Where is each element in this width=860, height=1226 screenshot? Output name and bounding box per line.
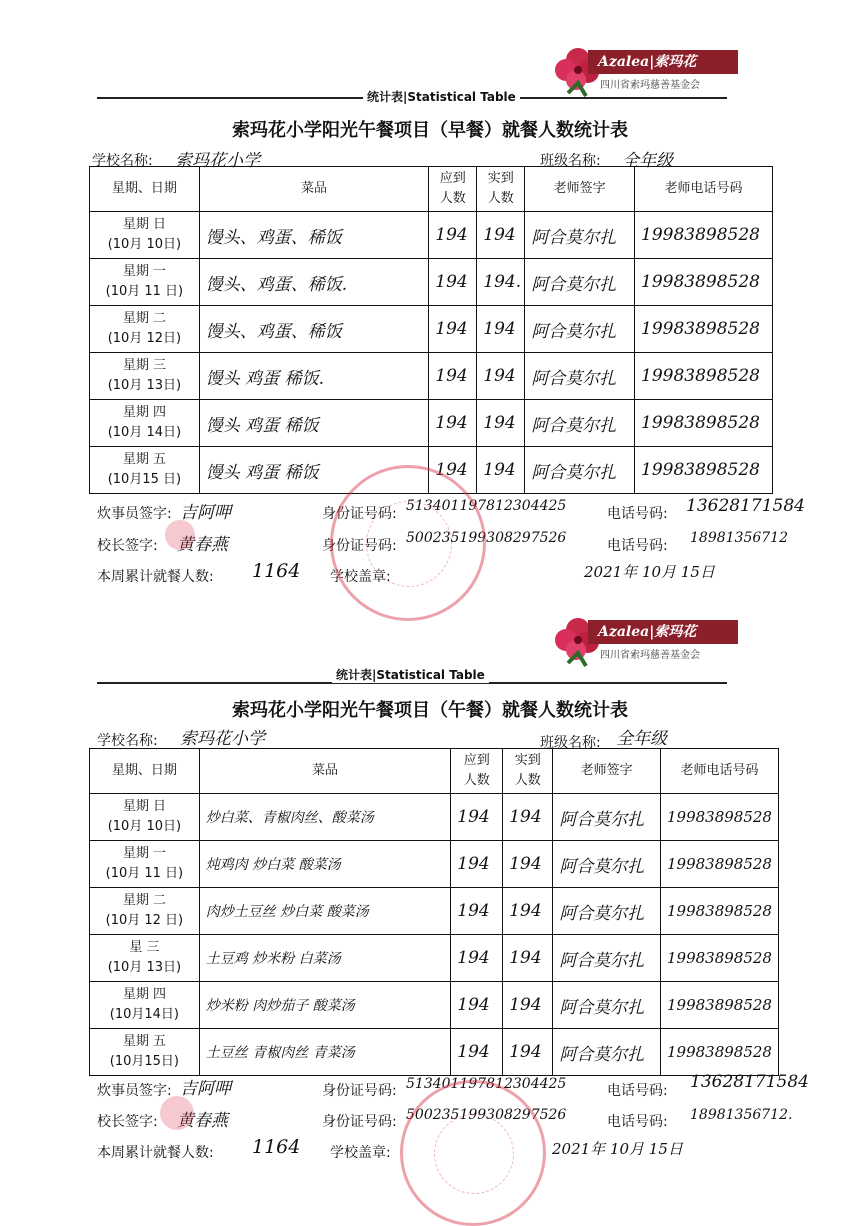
table-row xyxy=(90,353,773,400)
header-teacher: 老师签字 xyxy=(525,167,635,212)
page-title: 索玛花小学阳光午餐项目（早餐）就餐人数统计表 xyxy=(232,120,628,141)
cook-label: 炊事员签字: xyxy=(97,1083,172,1099)
dish-cell: 馒头 鸡蛋 稀饭. xyxy=(199,353,429,400)
logo-bar: Azalea|索玛花 xyxy=(588,620,738,644)
dish-cell: 馒头 鸡蛋 稀饭 xyxy=(199,447,429,494)
day-cell: 星期 日 (10月 10日) xyxy=(90,794,200,841)
teacher-phone: 19983898528 xyxy=(660,841,778,888)
table-header-row xyxy=(90,749,779,794)
principal-id-label: 身份证号码: xyxy=(322,538,397,554)
teacher-signature: 阿合莫尔扎 xyxy=(525,212,635,259)
principal-id-label: 身份证号码: xyxy=(322,1114,397,1130)
dish-cell: 土豆鸡 炒米粉 白菜汤 xyxy=(199,935,450,982)
header-dish: 菜品 xyxy=(199,167,429,212)
principal-seal-mark xyxy=(165,520,195,550)
dish-cell: 炖鸡肉 炒白菜 酸菜汤 xyxy=(199,841,450,888)
table-row xyxy=(90,306,773,353)
foundation-name: 四川省索玛慈善基金会 xyxy=(600,80,700,91)
principal-signature: 黄春燕 xyxy=(177,1111,228,1131)
school-label: 学校名称: xyxy=(92,153,153,169)
header-expected: 应到 人数 xyxy=(429,167,477,212)
principal-signature: 黄春燕 xyxy=(177,535,228,555)
dish-cell: 馒头、鸡蛋、稀饭. xyxy=(199,259,429,306)
expected-cell: 194 xyxy=(429,353,477,400)
dish-cell: 馒头 鸡蛋 稀饭 xyxy=(199,400,429,447)
class-value: 全年级 xyxy=(622,151,673,171)
principal-label: 校长签字: xyxy=(97,538,158,554)
actual-cell: 194 xyxy=(503,794,553,841)
teacher-phone: 19983898528 xyxy=(660,935,778,982)
table-row xyxy=(90,982,779,1029)
table-row xyxy=(90,259,773,306)
teacher-signature: 阿合莫尔扎 xyxy=(553,982,661,1029)
header-expected: 应到 人数 xyxy=(451,749,503,794)
principal-phone-label: 电话号码: xyxy=(607,538,668,554)
header-phone: 老师电话号码 xyxy=(635,167,773,212)
day-cell: 星期 日 (10月 10日) xyxy=(90,212,200,259)
teacher-phone: 19983898528 xyxy=(635,353,773,400)
header-phone: 老师电话号码 xyxy=(660,749,778,794)
principal-seal-mark xyxy=(160,1096,194,1130)
brand-en: Azalea xyxy=(598,54,650,70)
brand-cn: 索玛花 xyxy=(654,624,697,640)
sign-date: 2021年 10月 15日 xyxy=(584,563,715,581)
teacher-phone: 19983898528 xyxy=(635,212,773,259)
sheet-breakfast xyxy=(0,0,860,600)
day-cell: 星期 一 (10月 11 日) xyxy=(90,841,200,888)
cook-signature: 吉阿呷 xyxy=(180,503,231,523)
brand-cn: 索玛花 xyxy=(654,54,697,70)
teacher-signature: 阿合莫尔扎 xyxy=(525,259,635,306)
class-label: 班级名称: xyxy=(540,153,601,169)
cook-id-value: 513401197812304425 xyxy=(406,1076,567,1092)
actual-cell: 194 xyxy=(503,1029,553,1076)
actual-cell: 194 xyxy=(477,400,525,447)
cook-id-label: 身份证号码: xyxy=(322,506,397,522)
cook-phone-label: 电话号码: xyxy=(607,1083,668,1099)
expected-cell: 194 xyxy=(451,888,503,935)
expected-cell: 194 xyxy=(429,447,477,494)
total-label: 本周累计就餐人数: xyxy=(97,569,214,585)
day-cell: 星期 四 (10月14日) xyxy=(90,982,200,1029)
principal-phone-value: 18981356712. xyxy=(690,1107,793,1123)
class-label: 班级名称: xyxy=(540,735,601,751)
sheet-lunch xyxy=(0,590,860,1190)
school-seal xyxy=(400,1080,546,1226)
teacher-phone: 19983898528 xyxy=(660,888,778,935)
day-cell: 星期 五 (10月15 日) xyxy=(90,447,200,494)
expected-cell: 194 xyxy=(451,794,503,841)
dish-cell: 炒白菜、青椒肉丝、酸菜汤 xyxy=(199,794,450,841)
teacher-phone: 19983898528 xyxy=(635,259,773,306)
day-cell: 星期 四 (10月 14日) xyxy=(90,400,200,447)
actual-cell: 194 xyxy=(503,982,553,1029)
logo-bar: Azalea|索玛花 xyxy=(588,50,738,74)
dish-cell: 馒头、鸡蛋、稀饭 xyxy=(199,212,429,259)
principal-phone-label: 电话号码: xyxy=(607,1114,668,1130)
teacher-phone: 19983898528 xyxy=(660,794,778,841)
expected-cell: 194 xyxy=(451,982,503,1029)
teacher-signature: 阿合莫尔扎 xyxy=(553,935,661,982)
band-label: 统计表|Statistical Table xyxy=(332,666,489,683)
principal-id-value: 500235199308297526 xyxy=(406,530,567,546)
brand-en: Azalea xyxy=(598,624,650,640)
teacher-signature: 阿合莫尔扎 xyxy=(525,353,635,400)
expected-cell: 194 xyxy=(429,400,477,447)
day-cell: 星期 二 (10月 12 日) xyxy=(90,888,200,935)
table-row xyxy=(90,841,779,888)
expected-cell: 194 xyxy=(429,259,477,306)
table-row xyxy=(90,935,779,982)
teacher-phone: 19983898528 xyxy=(635,400,773,447)
teacher-phone: 19983898528 xyxy=(660,1029,778,1076)
header-date: 星期、日期 xyxy=(90,749,200,794)
principal-id-value: 500235199308297526 xyxy=(406,1107,567,1123)
total-label: 本周累计就餐人数: xyxy=(97,1145,214,1161)
dish-cell: 炒米粉 肉炒茄子 酸菜汤 xyxy=(199,982,450,1029)
dish-cell: 土豆丝 青椒肉丝 青菜汤 xyxy=(199,1029,450,1076)
class-value: 全年级 xyxy=(616,729,667,749)
expected-cell: 194 xyxy=(429,306,477,353)
table-row xyxy=(90,794,779,841)
cook-phone-label: 电话号码: xyxy=(607,506,668,522)
actual-cell: 194 xyxy=(477,447,525,494)
header-date: 星期、日期 xyxy=(90,167,200,212)
foundation-logo xyxy=(548,608,758,678)
day-cell: 星 三 (10月 13日) xyxy=(90,935,200,982)
header-teacher: 老师签字 xyxy=(553,749,661,794)
header-actual: 实到 人数 xyxy=(477,167,525,212)
total-value: 1164 xyxy=(252,1136,301,1158)
foundation-name: 四川省索玛慈善基金会 xyxy=(600,650,700,661)
table-row xyxy=(90,400,773,447)
teacher-phone: 19983898528 xyxy=(635,447,773,494)
day-cell: 星期 三 (10月 13日) xyxy=(90,353,200,400)
school-label: 学校名称: xyxy=(97,733,158,749)
teacher-phone: 19983898528 xyxy=(660,982,778,1029)
cook-id-value: 513401197812304425 xyxy=(406,498,567,514)
expected-cell: 194 xyxy=(451,935,503,982)
day-cell: 星期 一 (10月 11 日) xyxy=(90,259,200,306)
actual-cell: 194 xyxy=(477,353,525,400)
cook-signature: 吉阿呷 xyxy=(180,1079,231,1099)
cook-phone-value: 13628171584 xyxy=(686,496,805,516)
header-dish: 菜品 xyxy=(199,749,450,794)
cook-phone-value: 13628171584 xyxy=(690,1072,809,1092)
seal-label: 学校盖章: xyxy=(330,1145,391,1161)
total-value: 1164 xyxy=(252,560,301,582)
principal-label: 校长签字: xyxy=(97,1114,158,1130)
cook-id-label: 身份证号码: xyxy=(322,1083,397,1099)
teacher-signature: 阿合莫尔扎 xyxy=(553,888,661,935)
day-cell: 星期 五 (10月15日) xyxy=(90,1029,200,1076)
school-value: 索玛花小学 xyxy=(180,729,265,749)
principal-phone-value: 18981356712 xyxy=(690,530,788,546)
teacher-signature: 阿合莫尔扎 xyxy=(525,447,635,494)
actual-cell: 194 xyxy=(477,306,525,353)
table-header-row xyxy=(90,167,773,212)
table-row xyxy=(90,1029,779,1076)
sign-date: 2021年 10月 15日 xyxy=(552,1140,683,1158)
teacher-signature: 阿合莫尔扎 xyxy=(553,841,661,888)
cook-label: 炊事员签字: xyxy=(97,506,172,522)
expected-cell: 194 xyxy=(451,1029,503,1076)
actual-cell: 194 xyxy=(503,888,553,935)
actual-cell: 194 xyxy=(503,935,553,982)
page-title: 索玛花小学阳光午餐项目（午餐）就餐人数统计表 xyxy=(232,700,628,721)
dish-cell: 馒头、鸡蛋、稀饭 xyxy=(199,306,429,353)
actual-cell: 194 xyxy=(503,841,553,888)
school-value: 索玛花小学 xyxy=(175,151,260,171)
teacher-signature: 阿合莫尔扎 xyxy=(525,306,635,353)
meal-table xyxy=(89,166,773,494)
table-row xyxy=(90,212,773,259)
expected-cell: 194 xyxy=(451,841,503,888)
meal-table xyxy=(89,748,779,1076)
header-actual: 实到 人数 xyxy=(503,749,553,794)
dish-cell: 肉炒土豆丝 炒白菜 酸菜汤 xyxy=(199,888,450,935)
teacher-phone: 19983898528 xyxy=(635,306,773,353)
actual-cell: 194 xyxy=(477,212,525,259)
seal-label: 学校盖章: xyxy=(330,569,391,585)
expected-cell: 194 xyxy=(429,212,477,259)
teacher-signature: 阿合莫尔扎 xyxy=(525,400,635,447)
actual-cell: 194. xyxy=(477,259,525,306)
table-row xyxy=(90,888,779,935)
teacher-signature: 阿合莫尔扎 xyxy=(553,794,661,841)
day-cell: 星期 二 (10月 12日) xyxy=(90,306,200,353)
teacher-signature: 阿合莫尔扎 xyxy=(553,1029,661,1076)
band-label: 统计表|Statistical Table xyxy=(363,88,520,105)
